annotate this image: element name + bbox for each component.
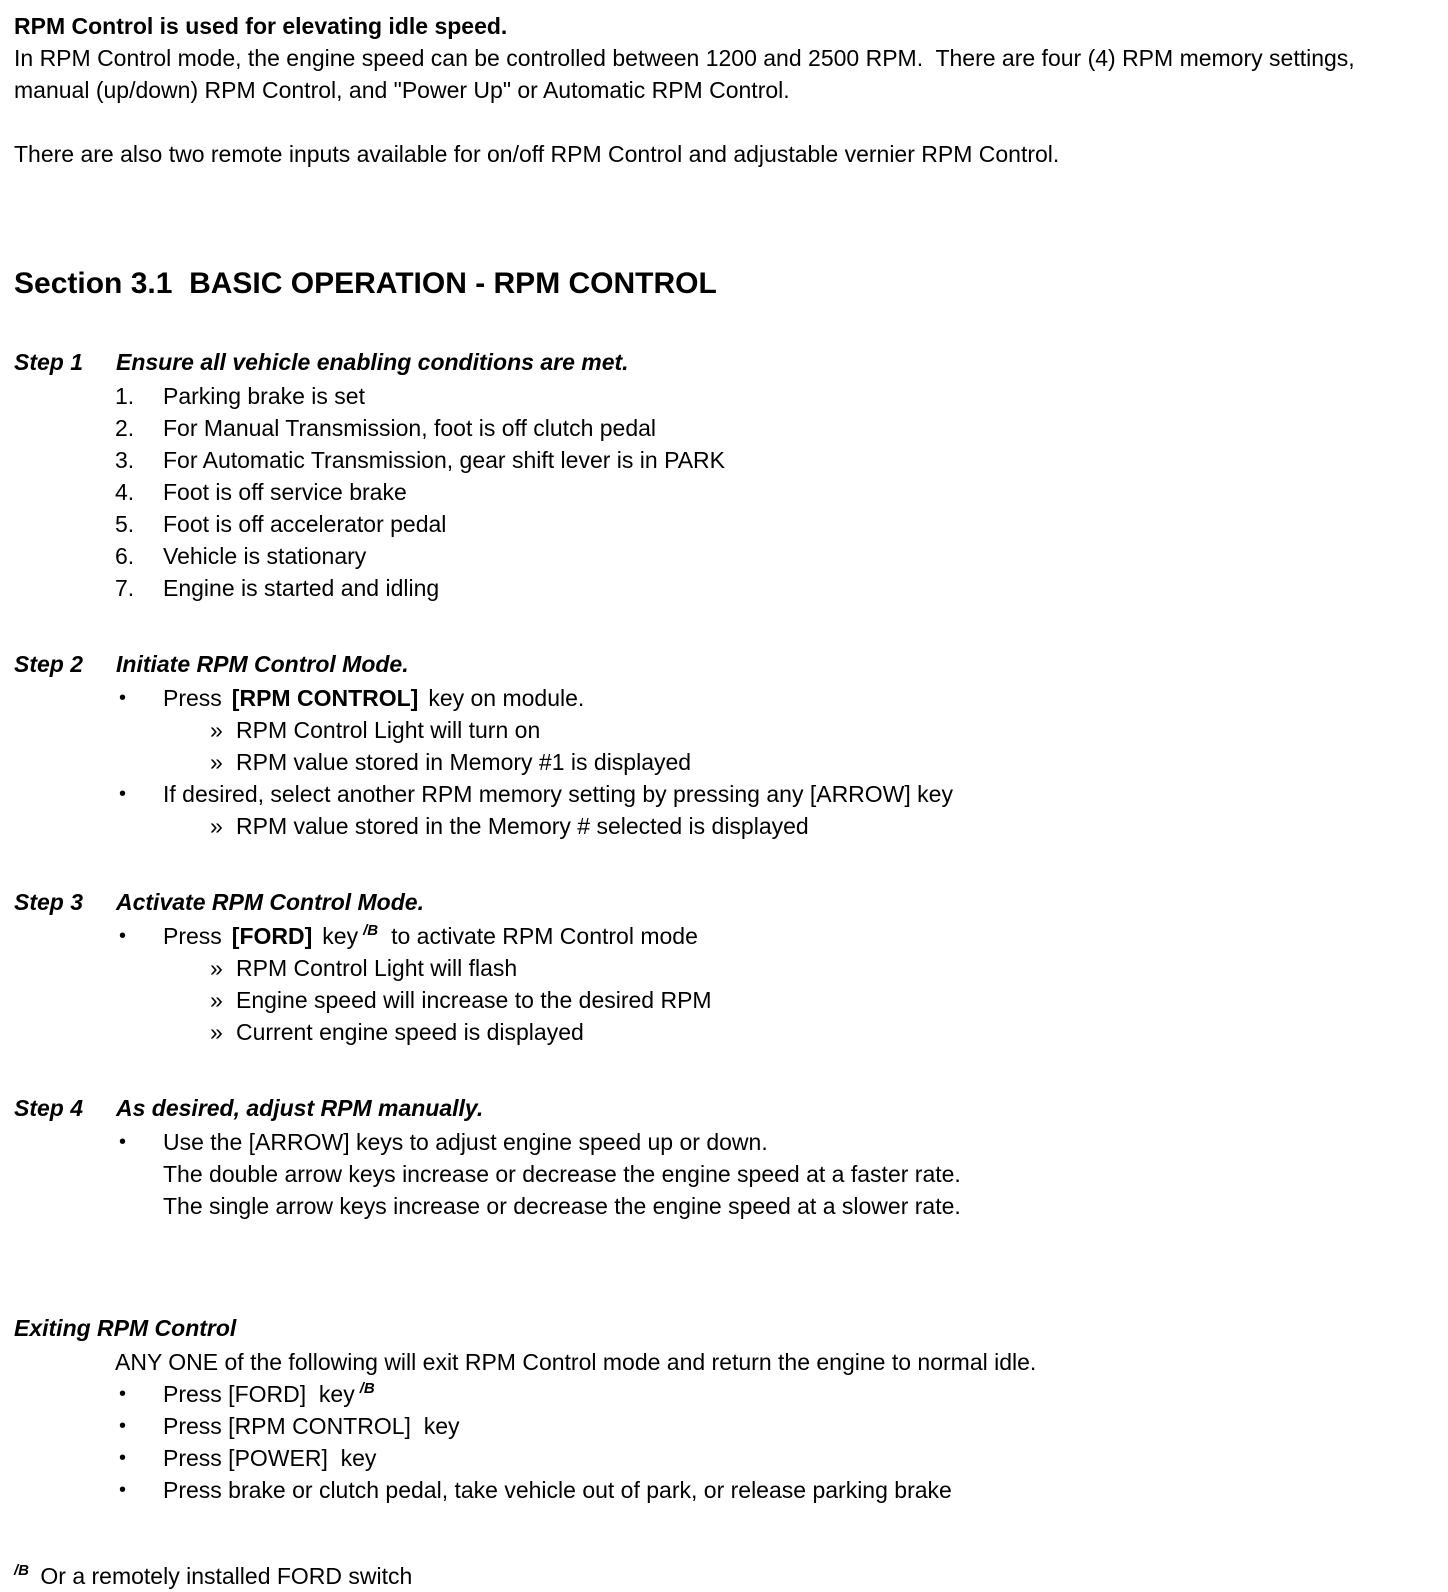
- step-1-heading: [14, 346, 1434, 378]
- step-4-title: As desired, adjust RPM manually.: [116, 1095, 484, 1121]
- press-text: Press: [163, 685, 222, 711]
- sub-item: [14, 810, 1434, 842]
- sub-item-text: Current engine speed is displayed: [236, 1019, 584, 1045]
- step-2-label: Step 2: [14, 651, 84, 677]
- list-item: [14, 540, 1434, 572]
- list-number: 7.: [115, 575, 135, 601]
- step-3-label: Step 3: [14, 889, 84, 915]
- intro-paragraph-2: There are also two remote inputs available for on/off RPM Control and adjustable vernier RPM Control.: [14, 141, 1060, 167]
- continuation-line: The double arrow keys increase or decrease the engine speed at a faster rate.: [163, 1161, 961, 1187]
- sub-item-text: RPM value stored in Memory #1 is displayed: [236, 749, 692, 775]
- step-4: [14, 1092, 1434, 1222]
- list-item: [14, 572, 1434, 604]
- chevron-icon: »: [210, 1019, 223, 1045]
- sub-item: [14, 746, 1434, 778]
- key-word: key: [322, 923, 359, 949]
- continuation-line: The single arrow keys increase or decrease the engine speed at a slower rate.: [163, 1193, 961, 1219]
- press-text: Press: [163, 923, 222, 949]
- exiting-heading: Exiting RPM Control: [14, 1315, 237, 1341]
- bullet-item: [14, 920, 1434, 952]
- list-number: 5.: [115, 511, 135, 537]
- step-3-title: Activate RPM Control Mode.: [116, 889, 424, 915]
- intro-heading: RPM Control is used for elevating idle speed.: [14, 13, 508, 39]
- footnote-reference: /B: [363, 922, 379, 940]
- chevron-icon: »: [210, 749, 223, 775]
- sub-item: [14, 714, 1434, 746]
- list-item-text: Parking brake is set: [163, 383, 365, 409]
- footnote: [14, 1560, 1434, 1592]
- step-1: [14, 346, 1434, 604]
- step-3-heading: [14, 886, 1434, 918]
- list-item: [14, 508, 1434, 540]
- bullet-item-text: [163, 682, 1434, 714]
- bullet-text-tail: to activate RPM Control mode: [391, 923, 698, 949]
- bullet-item-text: [163, 920, 1434, 952]
- chevron-icon: »: [210, 813, 223, 839]
- exiting-intro: ANY ONE of the following will exit RPM Control mode and return the engine to normal idle.: [115, 1349, 1037, 1375]
- list-item-text: Engine is started and idling: [163, 575, 440, 601]
- sub-item-text: RPM value stored in the Memory # selected is displayed: [236, 813, 809, 839]
- step-4-label: Step 4: [14, 1095, 84, 1121]
- list-item: [14, 476, 1434, 508]
- bullet-icon: •: [119, 1383, 127, 1405]
- sub-item: [14, 1016, 1434, 1048]
- list-item: [14, 380, 1434, 412]
- list-item: [14, 412, 1434, 444]
- sub-item: [14, 952, 1434, 984]
- step-4-heading: [14, 1092, 1434, 1124]
- step-3: [14, 886, 1434, 1048]
- sub-item-text: Engine speed will increase to the desired RPM: [236, 987, 712, 1013]
- bullet-item: [14, 1442, 1434, 1474]
- list-item: [14, 444, 1434, 476]
- chevron-icon: »: [210, 987, 223, 1013]
- bullet-item-text: Press brake or clutch pedal, take vehicle out of park, or release parking brake: [163, 1477, 952, 1503]
- sub-item-text: RPM Control Light will turn on: [236, 717, 541, 743]
- bullet-text-tail: key on module.: [428, 685, 585, 711]
- bullet-item-text: [163, 1378, 1434, 1410]
- bullet-icon: •: [119, 1415, 127, 1437]
- bullet-icon: •: [119, 1479, 127, 1501]
- intro-paragraph-1: In RPM Control mode, the engine speed can be controlled between 1200 and 2500 RPM. There are four (4) RPM memory settings, manual (up/down) RPM Control, and "Power Up" or Automatic RPM Control.: [14, 45, 1362, 103]
- list-number: 1.: [115, 383, 135, 409]
- list-number: 2.: [115, 415, 135, 441]
- bullet-icon: •: [119, 1447, 127, 1469]
- bullet-item-text: Use the [ARROW] keys to adjust engine speed up or down.: [163, 1129, 768, 1155]
- list-number: 6.: [115, 543, 135, 569]
- list-item-text: For Manual Transmission, foot is off clutch pedal: [163, 415, 657, 441]
- bullet-icon: •: [119, 783, 127, 805]
- bullet-item-text: Press [RPM CONTROL] key: [163, 1413, 460, 1439]
- bullet-item: [14, 1410, 1434, 1442]
- sub-item-text: RPM Control Light will flash: [236, 955, 518, 981]
- sub-item: [14, 984, 1434, 1016]
- key-name: [RPM CONTROL]: [231, 685, 419, 711]
- chevron-icon: »: [210, 717, 223, 743]
- step-2: [14, 648, 1434, 842]
- footnote-reference: /B: [359, 1380, 375, 1398]
- list-item-text: Vehicle is stationary: [163, 543, 367, 569]
- bullet-icon: •: [119, 687, 127, 709]
- list-number: 3.: [115, 447, 135, 473]
- bullet-item: [14, 1474, 1434, 1506]
- list-item-text: For Automatic Transmission, gear shift lever is in PARK: [163, 447, 725, 473]
- footnote-marker: /B: [14, 1562, 29, 1580]
- list-item-text: Foot is off service brake: [163, 479, 407, 505]
- section-title: Section 3.1 BASIC OPERATION - RPM CONTROL: [14, 267, 717, 300]
- chevron-icon: »: [210, 955, 223, 981]
- step-1-label: Step 1: [14, 349, 84, 375]
- bullet-item: [14, 1378, 1434, 1410]
- step-1-title: Ensure all vehicle enabling conditions are met.: [116, 349, 629, 375]
- bullet-item: [14, 1126, 1434, 1158]
- key-name: [FORD]: [231, 923, 313, 949]
- step-2-heading: [14, 648, 1434, 680]
- bullet-icon: •: [119, 1131, 127, 1153]
- bullet-icon: •: [119, 925, 127, 947]
- bullet-item-text: If desired, select another RPM memory setting by pressing any [ARROW] key: [163, 781, 953, 807]
- exiting-section: [14, 1312, 1434, 1506]
- footnote-text: Or a remotely installed FORD switch: [34, 1563, 413, 1589]
- list-number: 4.: [115, 479, 135, 505]
- bullet-item-text: Press [POWER] key: [163, 1445, 377, 1471]
- bullet-text: Press [FORD] key: [163, 1381, 355, 1407]
- step-2-title: Initiate RPM Control Mode.: [116, 651, 409, 677]
- list-item-text: Foot is off accelerator pedal: [163, 511, 447, 537]
- bullet-item: [14, 682, 1434, 714]
- bullet-item: [14, 778, 1434, 810]
